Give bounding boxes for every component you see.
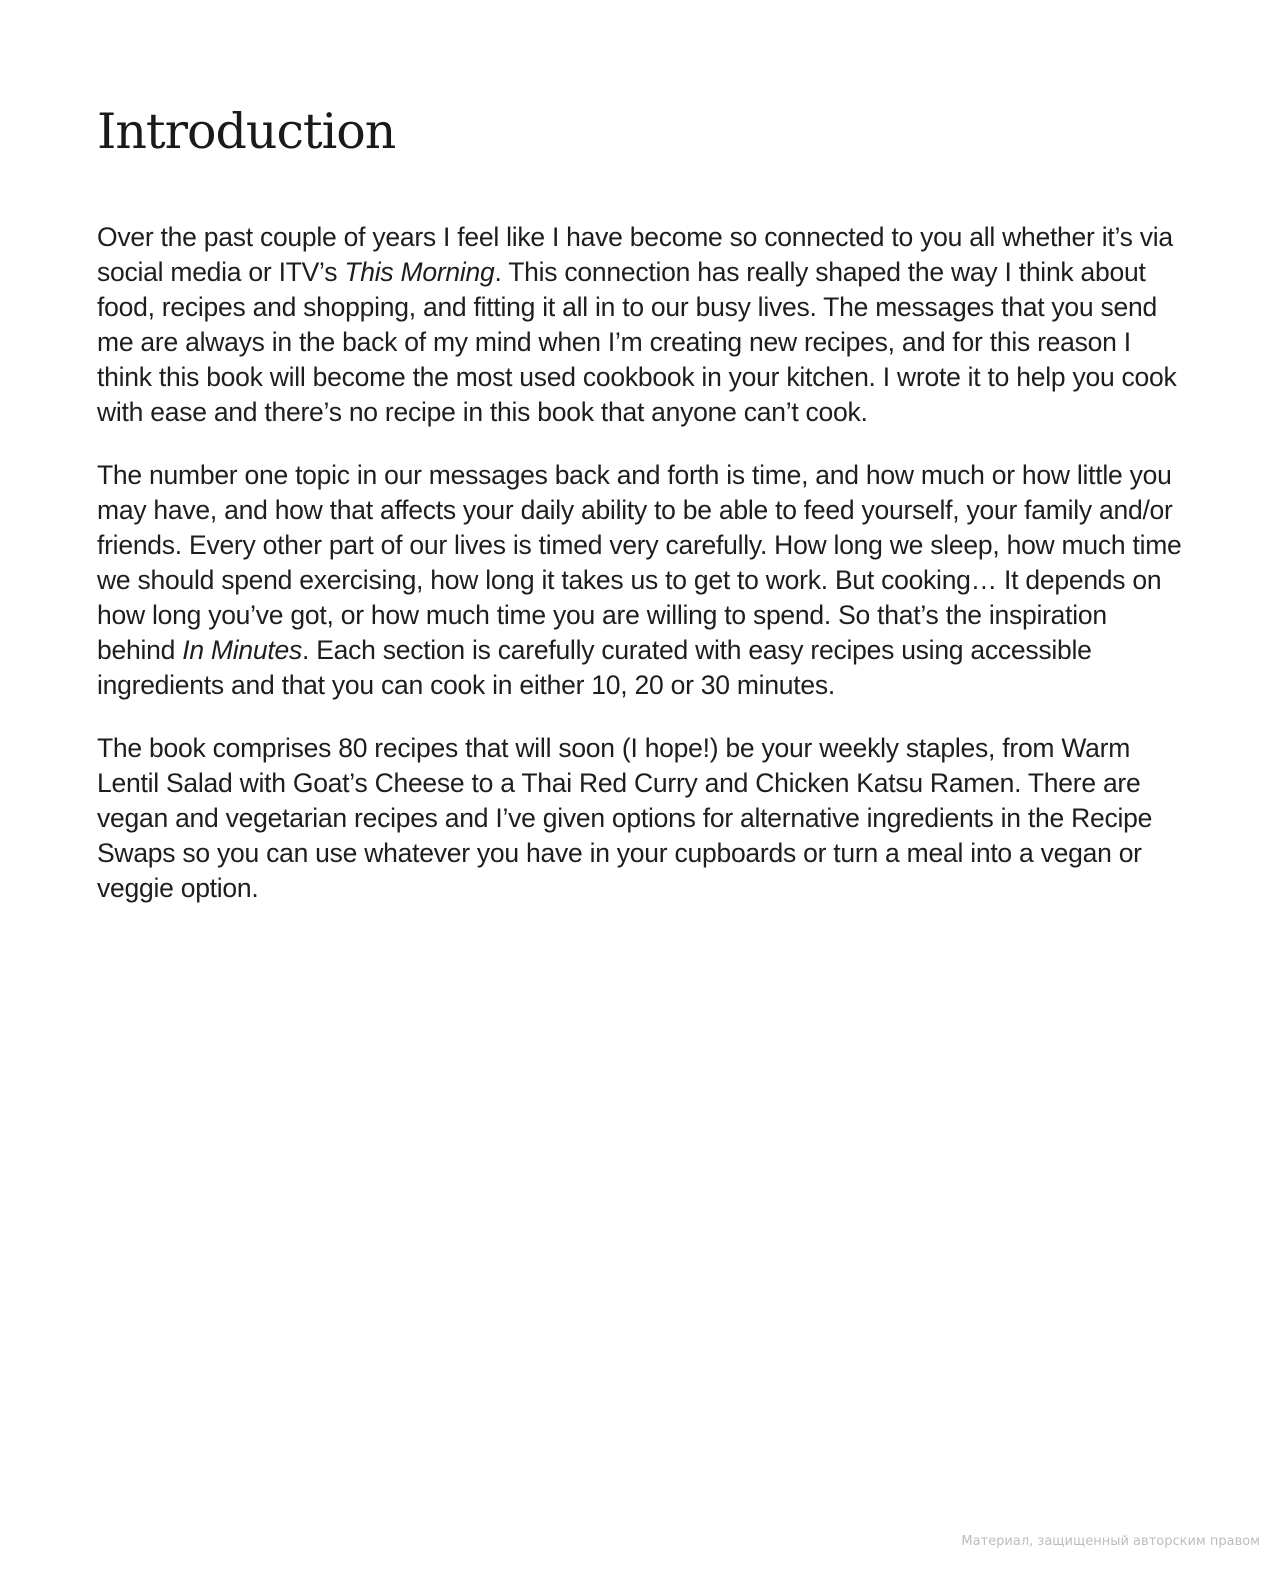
title-reference: In Minutes: [182, 635, 302, 665]
paragraph-text: The book comprises 80 recipes that will soon (I hope!) be your weekly staples, from Warm Lentil Salad with Goat’s Cheese to a Thai Red Curry and Chicken Katsu Ramen. There are vegan and vegetarian recipes and I’ve given options for alternative ingredients in the Recipe Swaps so you can use whatever you have in your cupboards or turn a meal into a vegan or veggie option.: [97, 733, 1153, 903]
paragraph-text: . This connection has really shaped the way I think about food, recipes and shopping, and fitting it all in to our busy lives. The messages that you send me are always in the back of my mind when I’m creating new recipes, and for this reason I think this book will become the most used cookbook in your kitchen. I wrote it to help you cook with ease and there’s no recipe in this book that anyone can’t cook.: [97, 257, 1177, 427]
copyright-watermark: Материал, защищенный авторским правом: [961, 1534, 1260, 1549]
paragraph-text: The number one topic in our messages back and forth is time, and how much or how little you may have, and how that affects your daily ability to be able to feed yourself, your family and/or friends. Every other part of our lives is timed very carefully. How long we sleep, how much time we should spend exercising, how long it takes us to get to work. But cooking… It depends on how long you’ve got, or how much time you are willing to spend. So that’s the inspiration behind: [97, 460, 1182, 665]
paragraph: [97, 220, 1183, 430]
paragraph-text: Over the past couple of years I feel like I have become so connected to you all whether it’s via social media or ITV’s: [97, 222, 1173, 287]
page-title: Introduction: [97, 103, 396, 160]
paragraph-text: . Each section is carefully curated with easy recipes using accessible ingredients and that you can cook in either 10, 20 or 30 minutes.: [97, 635, 1092, 700]
paragraph: [97, 458, 1183, 703]
body-text: [97, 220, 1183, 934]
paragraph: [97, 731, 1183, 906]
title-reference: This Morning: [344, 257, 495, 287]
